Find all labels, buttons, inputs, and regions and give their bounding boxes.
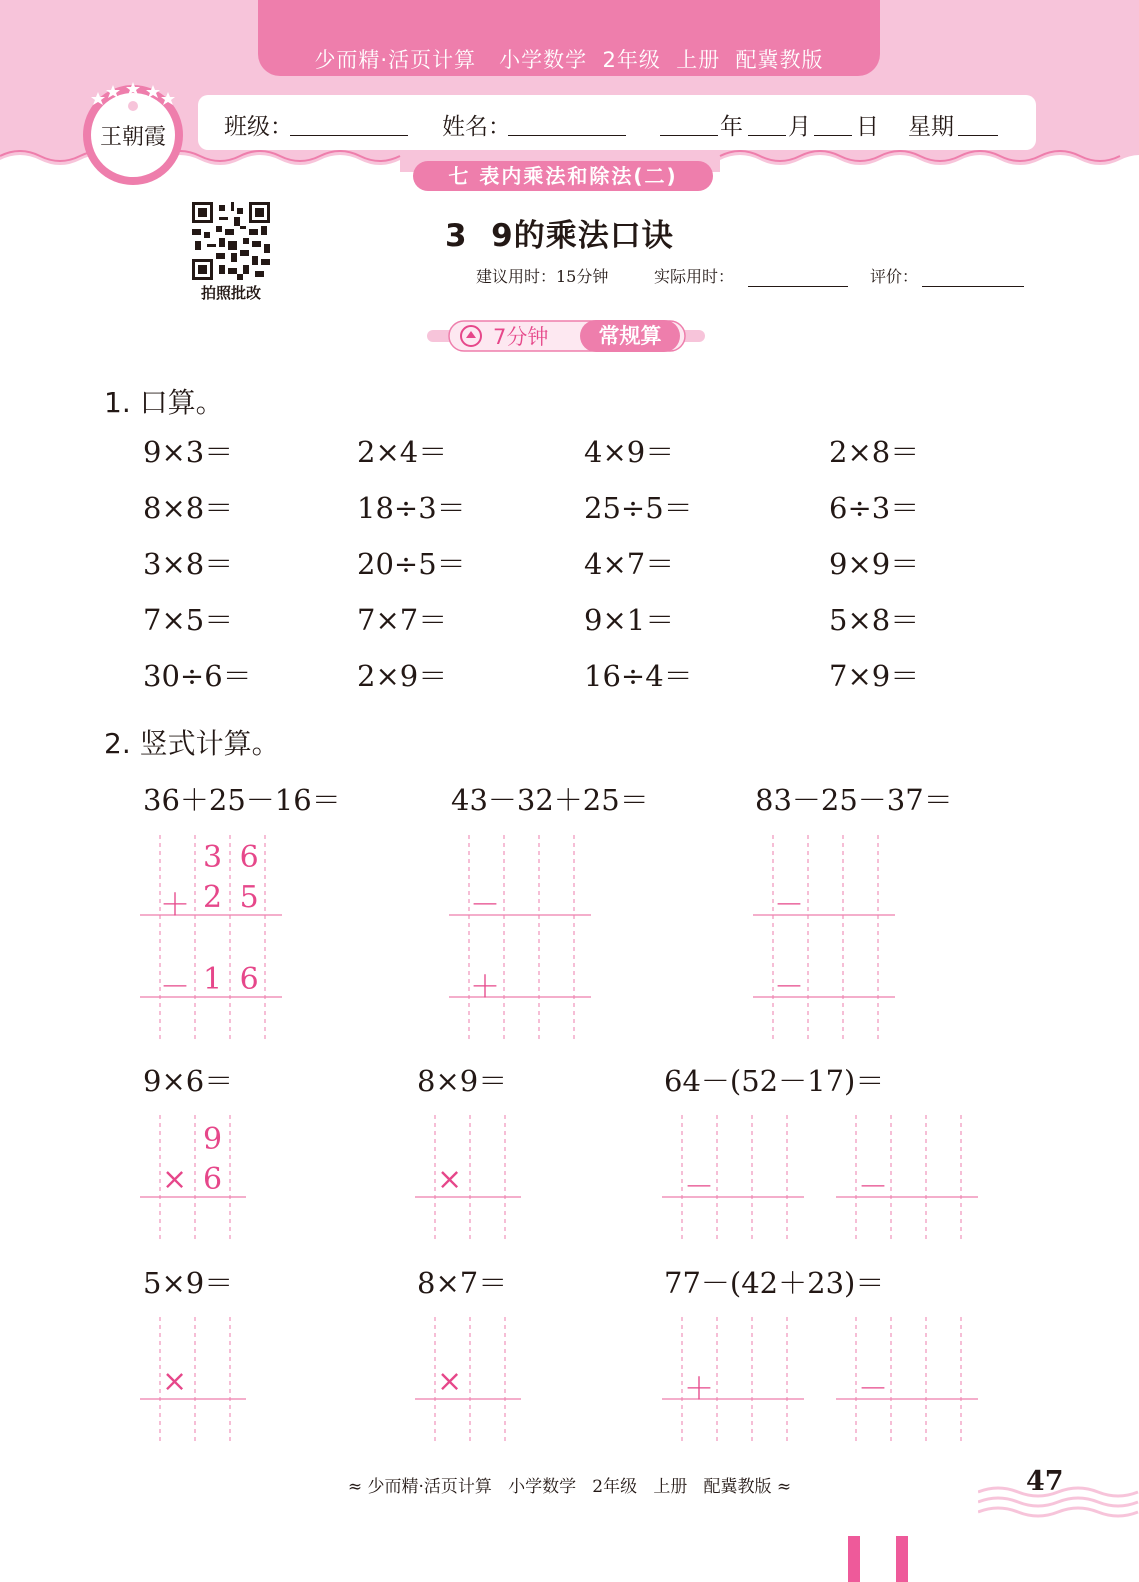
times-sign: ×: [162, 1162, 188, 1197]
minus-sign: －: [774, 888, 804, 923]
minus-sign: －: [160, 970, 190, 1005]
section2-title: 2. 竖式计算。: [104, 727, 280, 760]
example-digits: 6: [203, 1162, 223, 1197]
weekday-label: 星期: [908, 114, 954, 140]
class-label: 班级：: [224, 114, 293, 140]
vertical-problem: 43－32＋25＝: [451, 783, 649, 817]
oral-item: 25÷5＝: [584, 491, 693, 525]
work-grid[interactable]: [140, 1115, 250, 1240]
minus-sign: －: [684, 1170, 714, 1205]
footer-series: ≈ 少而精·活页计算 小学数学 2年级 上册 配冀教版 ≈: [347, 1477, 792, 1497]
vertical-problem: 83－25－37＝: [755, 783, 953, 817]
oral-item: 30÷6＝: [143, 659, 252, 693]
plus-sign: ＋: [684, 1372, 714, 1407]
oral-item: 2×4＝: [357, 435, 448, 469]
vertical-problem: 9×6＝: [143, 1064, 234, 1098]
edge-tab: [848, 1536, 860, 1582]
oral-item: 4×7＝: [584, 547, 675, 581]
qr-label: 拍照批改: [200, 284, 261, 302]
section1-title: 1. 口算。: [104, 386, 224, 419]
logo-text: 王朝霞: [99, 125, 167, 150]
actual-time-field[interactable]: [748, 286, 848, 287]
page-title: 3 9的乘法口诀: [445, 218, 674, 254]
plus-sign: ＋: [160, 888, 190, 923]
oral-item: 7×7＝: [357, 603, 448, 637]
minus-sign: －: [858, 1372, 888, 1407]
series-title: 少而精·活页计算 小学数学 2年级 上册 配冀教版: [314, 48, 824, 72]
minus-sign: －: [774, 970, 804, 1005]
plus-sign: ＋: [470, 970, 500, 1005]
month-field[interactable]: [748, 135, 786, 136]
work-grid[interactable]: [415, 1115, 525, 1240]
actual-time-label: 实际用时：: [654, 267, 735, 286]
oral-item: 9×9＝: [829, 547, 920, 581]
example-digits: 3 6: [203, 840, 263, 875]
year-label: 年: [720, 114, 743, 140]
edge-tab: [896, 1536, 908, 1582]
vertical-problem: 36＋25－16＝: [143, 783, 341, 817]
times-sign: ×: [437, 1364, 463, 1399]
clock-icon: [459, 324, 483, 348]
oral-item: 5×8＝: [829, 603, 920, 637]
brand-logo-icon: [80, 82, 186, 188]
suggested-time: 建议用时：15分钟: [476, 267, 609, 286]
name-field[interactable]: [508, 135, 626, 136]
evaluation-label: 评价：: [870, 267, 919, 286]
vertical-problem: 8×9＝: [417, 1064, 508, 1098]
page-number: 47: [1026, 1466, 1064, 1497]
oral-item: 18÷3＝: [357, 491, 466, 525]
work-grid[interactable]: [415, 1317, 525, 1445]
month-label: 月: [788, 114, 811, 140]
vertical-problem: 5×9＝: [143, 1266, 234, 1300]
oral-item: 7×9＝: [829, 659, 920, 693]
day-field[interactable]: [814, 135, 852, 136]
work-grid[interactable]: [753, 835, 898, 1040]
example-digits: 2 5: [203, 880, 263, 915]
minus-sign: －: [858, 1170, 888, 1205]
minus-sign: －: [470, 888, 500, 923]
oral-item: 7×5＝: [143, 603, 234, 637]
unit-banner: 七 表内乘法和除法(二): [413, 161, 713, 191]
vertical-problem: 8×7＝: [417, 1266, 508, 1300]
oral-item: 3×8＝: [143, 547, 234, 581]
timer-text: 7分钟: [493, 325, 549, 349]
example-digits: 1 6: [203, 962, 263, 997]
oral-item: 8×8＝: [143, 491, 234, 525]
oral-item: 16÷4＝: [584, 659, 693, 693]
oral-item: 9×3＝: [143, 435, 234, 469]
example-digits: 9: [203, 1122, 223, 1157]
qr-code-icon[interactable]: [192, 202, 270, 280]
oral-item: 9×1＝: [584, 603, 675, 637]
work-grid[interactable]: [449, 835, 594, 1040]
year-field[interactable]: [660, 135, 718, 136]
name-label: 姓名：: [442, 114, 511, 140]
oral-item: 4×9＝: [584, 435, 675, 469]
class-field[interactable]: [290, 135, 408, 136]
weekday-field[interactable]: [958, 135, 998, 136]
times-sign: ×: [162, 1364, 188, 1399]
work-grid[interactable]: [140, 1317, 250, 1445]
oral-item: 6÷3＝: [829, 491, 920, 525]
oral-item: 2×9＝: [357, 659, 448, 693]
evaluation-field[interactable]: [922, 286, 1024, 287]
day-label: 日: [856, 114, 879, 140]
oral-item: 2×8＝: [829, 435, 920, 469]
times-sign: ×: [437, 1162, 463, 1197]
vertical-problem: 77－(42＋23)＝: [664, 1266, 885, 1300]
category-tag: 常规算: [580, 320, 680, 352]
oral-item: 20÷5＝: [357, 547, 466, 581]
vertical-problem: 64－(52－17)＝: [664, 1064, 885, 1098]
